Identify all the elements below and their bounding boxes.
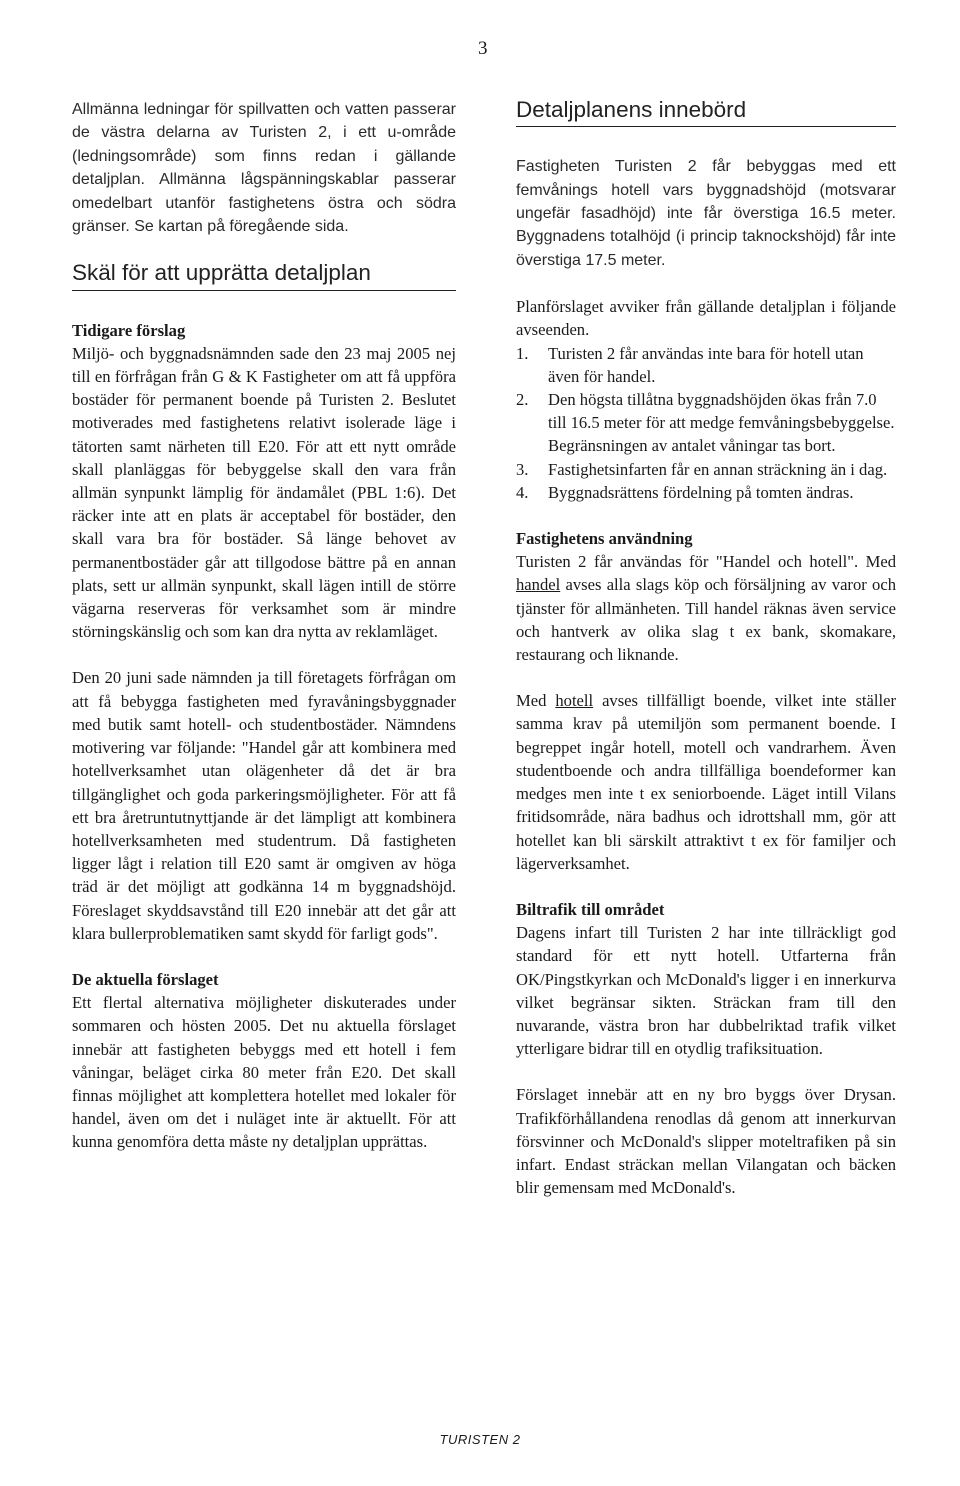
section-title-skal: Skäl för att upprätta detaljplan	[72, 261, 456, 290]
list-item	[516, 481, 896, 504]
list-text: Turisten 2 får användas inte bara för hotell utan även för handel.	[548, 343, 864, 386]
subheading-aktuella-forslaget: De aktuella förslaget	[72, 969, 219, 989]
text-fragment: Med	[516, 691, 556, 711]
left-column	[72, 98, 456, 1177]
list-text: Den högsta tillåtna byggnadshöjden ökas från 7.0 till 16.5 meter för att medge femvåningsbebyggelse. Begränsningen av antalet våningar tas bort.	[548, 390, 895, 456]
list-number: 3.	[516, 459, 529, 479]
list-number: 4.	[516, 482, 529, 502]
list-item	[516, 458, 896, 481]
list-text: Byggnadsrättens fördelning på tomten ändras.	[548, 482, 854, 502]
paragraph-aktuella: Ett flertal alternativa möjligheter diskuterades under sommaren och hösten 2005. Det nu aktuella förslaget innebär att fastigheten bebyggs med ett hotell i fem våningar, beläget cirka 80 meter från E20. Det skall finnas möjlighet att komplettera hotellet med lokaler för handel, även om det i nuläget inte är aktuellt. För att kunna genomföra detta måste ny detaljplan upprättas.	[72, 993, 456, 1152]
text-fragment: Turisten 2 får användas för "Handel och hotell". Med	[516, 552, 896, 572]
list-item	[516, 388, 896, 458]
list-text: Fastighetsinfarten får en annan sträckning än i dag.	[548, 459, 888, 479]
subheading-tidigare-forslag: Tidigare förslag	[72, 320, 186, 340]
term-hotell: hotell	[555, 691, 594, 711]
list-number: 2.	[516, 390, 529, 410]
list-item	[516, 342, 896, 388]
section-title-innebord: Detaljplanens innebörd	[516, 98, 896, 127]
paragraph-tidigare-1: Miljö- och byggnadsnämnden sade den 23 maj 2005 nej till en förfrågan från G & K Fastigheter om att få uppföra bostäder för permanent boende på Turisten 2. Beslutet motiverades med fastighetens relativt isolerade läge i tätorten samt närheten till E20. För att ett nytt område skall planläggas för bebyggelse skall den vara från allmän synpunkt lämplig för ändamålet (PBL 1:6). Det räcker inte att en plats är acceptabel för bostäder, den skall vara bra för bostäder. Så länge behovet av permanentbostäder går att tillgodose bättre på en annan plats, sett ur allmän synpunkt, skall lägen intill de större vägarna reserveras för verksamhet som är mindre störningskänslig och som kan dra nytta av reklamläget.	[72, 343, 456, 642]
paragraph-avviker: Planförslaget avviker från gällande detaljplan i följande avseenden.	[516, 297, 896, 340]
text-fragment: avses tillfälligt boende, vilket inte ställer samma krav på utemiljön som permanent boende. I begreppet ingår hotell, motell och vandrarhem. Även studentboende och andra tillfälliga boendeformer kan medges men inte t ex seniorboende. Läget intill Vilans fritidsområde, nära badhus och idrottshall mm, gör att hotellet kan bli särskilt attraktivt t ex för familjer och lägerverksamhet.	[516, 691, 896, 873]
paragraph-biltrafik-1: Dagens infart till Turisten 2 har inte tillräckligt god standard för ett nytt hotell. Utfarterna från OK/Pingstkyrkan och McDonald's ligger i en innerkurva vilket begränsar sikten. Sträckan fram till den nuvarande, västra bron har dubbelriktad trafik vilket ytterligare bidrar till en otydlig trafiksituation.	[516, 923, 896, 1059]
text-fragment: avses alla slags köp och försäljning av varor och tjänster för allmänheten. Till handel räknas även service och hantverk av olika slag t ex bank, skomakare, restaurang och liknande.	[516, 575, 896, 665]
paragraph-innebord-1: Fastigheten Turisten 2 får bebyggas med ett femvånings hotell vars byggnadshöjd (motsvarar ungefär fasadhöjd) inte får överstiga 16.5 meter. Byggnadens totalhöjd (i princip taknockshöjd) får inte överstiga 17.5 meter.	[516, 158, 896, 269]
footer-title: TURISTEN 2	[439, 1432, 521, 1447]
paragraph-hotell	[516, 689, 896, 875]
deviation-list	[516, 342, 896, 504]
page-number: 3	[478, 38, 488, 59]
right-column	[516, 98, 896, 1222]
paragraph-tidigare-2: Den 20 juni sade nämnden ja till företagets förfrågan om att få bebygga fastigheten med fyravåningsbyggnader med butik samt hotell- och studentbostäder. Nämndens motivering var följande: "Handel går att kombinera med hotellverksamhet utan olägenheter då det är bra tillgänglighet och goda parkeringsmöjligheter. För att få ett bra åretruntutnyttjande är det lämpligt att kombinera hotellverksamheten med studentrum. Då fastigheten ligger lågt i relation till E20 samt är omgiven av höga träd är det möjligt att godkänna 14 m byggnadshöjd. Föreslaget skyddsavstånd till E20 innebär att det går att klara bullerproblematiken samt skydd för farligt gods".	[72, 668, 456, 943]
subheading-biltrafik: Biltrafik till området	[516, 899, 665, 919]
subheading-fastighetens-anvandning: Fastighetens användning	[516, 529, 693, 549]
paragraph-biltrafik-2: Förslaget innebär att en ny bro byggs över Drysan. Trafikförhållandena renodlas då genom att innerkurvan försvinner och McDonald's slipper moteltrafiken på sin infart. Endast sträckan mellan Vilangatan och bäcken blir gemensam med McDonald's.	[516, 1085, 896, 1198]
list-number: 1.	[516, 343, 529, 363]
intro-paragraph: Allmänna ledningar för spillvatten och vatten passerar de västra delarna av Turisten 2, i ett u-område (ledningsområde) som finns redan i gällande detaljplan. Allmänna lågspänningskablar passerar omedelbart utanför fastighetens östra och södra gränser. Se kartan på föregående sida.	[72, 101, 456, 236]
term-handel: handel	[516, 575, 561, 595]
paragraph-handel	[516, 550, 896, 666]
